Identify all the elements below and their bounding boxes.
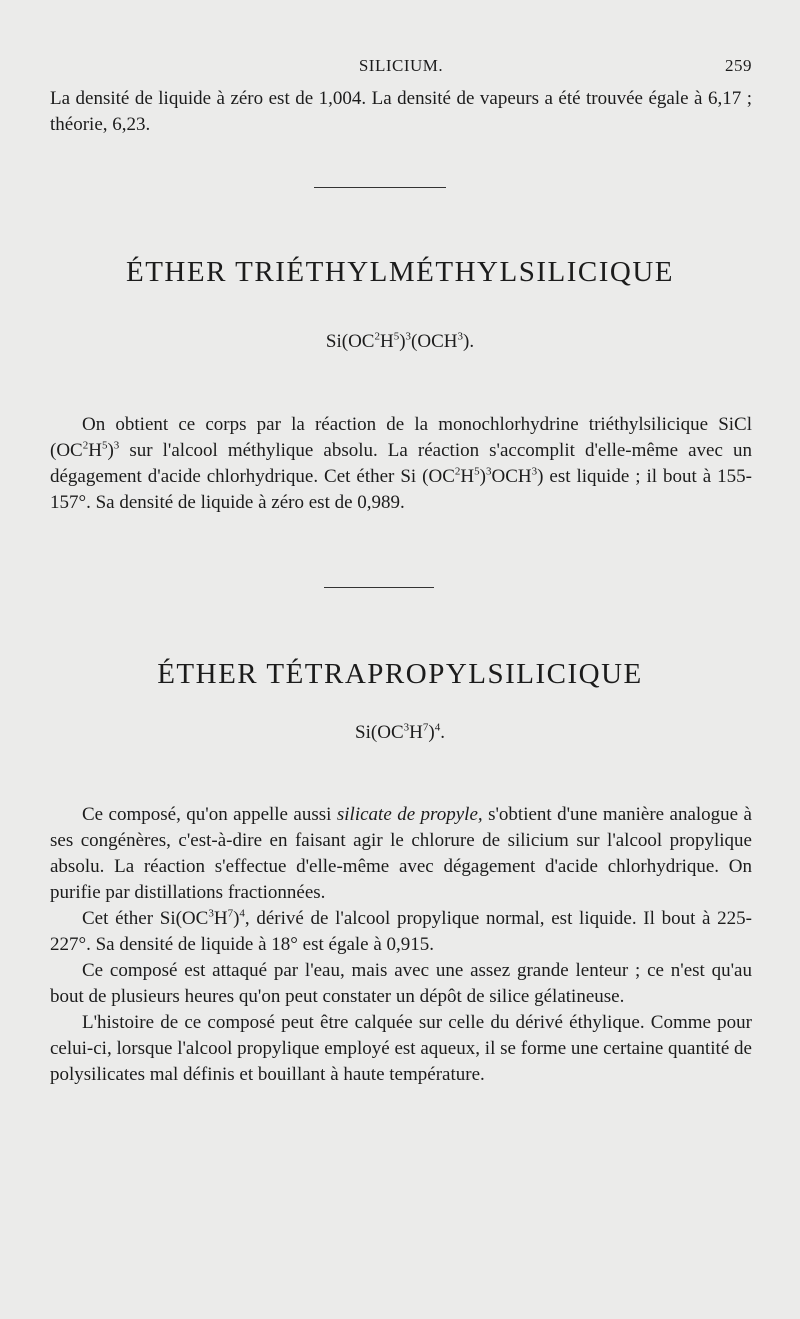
paragraph-triethylmethyl bbox=[50, 412, 752, 516]
chemical-formula-triethylmethyl: $Si(OC^2H^5)^3(OCH^3)$. bbox=[325, 330, 475, 352]
section-heading-triethylmethyl: ÉTHER TRIÉTHYLMÉTHYLSILICIQUE bbox=[126, 256, 674, 288]
intro-text: La densité de liquide à zéro est de 1,004. La densité de vapeurs a été trouvée égale à 6,17 ; théorie, 6,23. bbox=[50, 88, 752, 135]
paragraph-properties: Cet éther $Si(OC^3H^7)^4$, dérivé de l'alcool propylique normal, est liquide. Il bout à 225-227°. Sa densité de liquide à 18° est égale à 0,915. bbox=[50, 907, 752, 955]
paragraph-hydrolysis: Ce composé est attaqué par l'eau, mais avec une assez grande lenteur ; ce n'est qu'au bout de plusieurs heures qu'on peut constater un dépôt de silice gélatineuse. bbox=[50, 960, 752, 1007]
intro-paragraph bbox=[50, 86, 752, 138]
running-head bbox=[50, 56, 752, 80]
paragraph-preparation: Ce composé, qu'on appelle aussi silicate de propyle, s'obtient d'une manière analogue à ses congénères, c'est-à-dire en faisant agir le chlorure de silicium sur l'alcool propylique absolu. La réaction s'effectue d'elle-même avec dégagement d'acide chlorhydrique. On purifie par distillations fractionnées. bbox=[50, 804, 752, 903]
running-title: SILICIUM. bbox=[358, 56, 444, 75]
section-heading-tetrapropyl: ÉTHER TÉTRAPROPYLSILICIQUE bbox=[157, 658, 643, 690]
section-divider bbox=[324, 587, 434, 588]
page-number: 259 bbox=[725, 56, 752, 75]
paragraph-history: L'histoire de ce composé peut être calquée sur celle du dérivé éthylique. Comme pour celui-ci, lorsque l'alcool propylique employé est aqueux, il se forme une certaine quantité de polysilicates mal définis et bouillant à haute température. bbox=[50, 1012, 752, 1085]
chemical-formula-tetrapropyl: $Si(OC^3H^7)^4$. bbox=[355, 721, 445, 743]
section-divider bbox=[314, 187, 446, 188]
paragraph-text: On obtient ce corps par la réaction de la monochlorhydrine triéthylsilicique SiCl $(OC^2H^5)^3$ sur l'alcool méthylique absolu. La réaction s'accomplit d'elle-même avec un dégagement d'acide chlorhydrique. Cet éther Si $(OC^2H^5)^3OCH^3$) est liquide ; il bout à 155-157°. Sa densité de liquide à zéro est de 0,989. bbox=[50, 414, 753, 513]
paragraphs-tetrapropyl bbox=[50, 802, 752, 1088]
